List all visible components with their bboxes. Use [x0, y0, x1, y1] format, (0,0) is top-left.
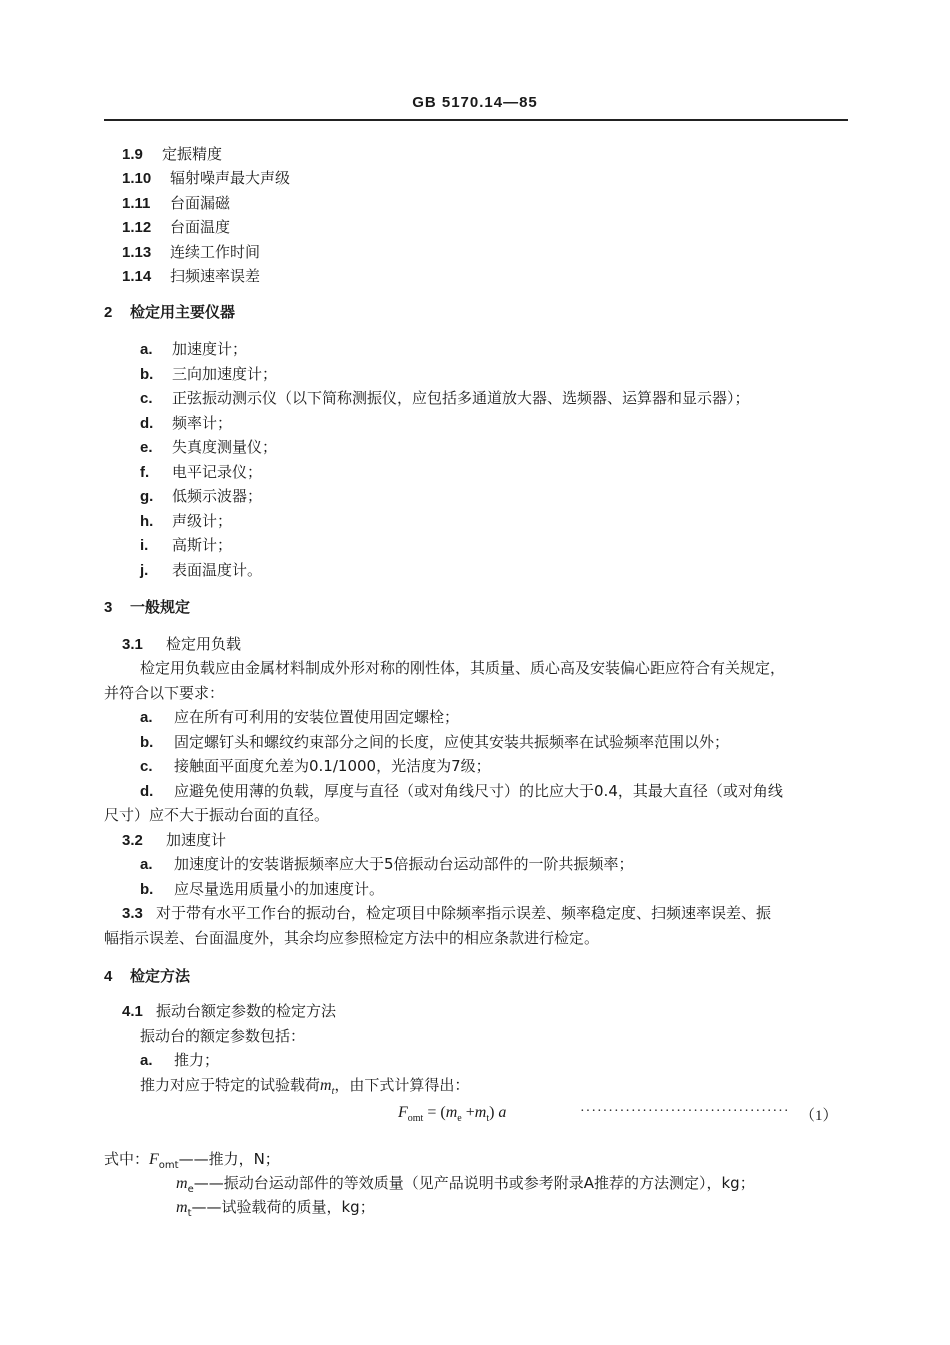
section-4-1-intro: 振动台的额定参数包括：	[140, 1027, 306, 1045]
header-rule	[104, 119, 848, 121]
section-2-item-i: i. 高斯计；	[140, 536, 233, 554]
section-4-1-desc: 推力对应于特定的试验载荷$m_t$，由下式计算得出：	[140, 1076, 470, 1098]
section-3-1-item-d: d. 应避免使用薄的负载，厚度与直径（或对角线尺寸）的比应大于0.4，其最大直径（或对角线	[140, 782, 783, 800]
formula-1: $F_{omt} = (m_e +m_t)$ a	[398, 1104, 507, 1125]
item-1-11: 1.11 台面漏磁	[122, 194, 231, 212]
section-3-1-para-line1: 检定用负载应由金属材料制成外形对称的刚性体，其质量、质心高及安装偏心距应符合有关规定，	[140, 659, 786, 677]
section-3-1-item-c: c. 接触面平面度允差为0.1/1000，光洁度为7级；	[140, 757, 491, 775]
section-2-item-a: a. 加速度计；	[140, 340, 248, 358]
header-title: GB 5170.14—85	[412, 94, 538, 111]
section-3-heading: 3 一般规定	[104, 598, 191, 616]
section-3-1-para-line2: 并符合以下要求：	[104, 684, 225, 702]
section-3-3-line2: 幅指示误差、台面温度外，其余均应参照检定方法中的相应条款进行检定。	[104, 929, 600, 947]
item-1-12: 1.12 台面温度	[122, 218, 231, 236]
item-1-13: 1.13 连续工作时间	[122, 243, 261, 261]
section-2-item-d: d. 频率计；	[140, 414, 233, 432]
section-2-item-e: e. 失真度测量仪；	[140, 438, 278, 456]
section-3-1-heading: 3.1 检定用负载	[122, 635, 242, 653]
where-line-3: $m_t——$试验载荷的质量，kg；	[176, 1198, 375, 1219]
section-4-1-heading: 4.1 振动台额定参数的检定方法	[122, 1002, 337, 1020]
section-2-heading: 2 检定用主要仪器	[104, 303, 236, 321]
section-3-1-item-d-cont: 尺寸）应不大于振动台面的直径。	[104, 806, 330, 824]
section-3-1-item-a: a. 应在所有可利用的安装位置使用固定螺栓；	[140, 708, 460, 726]
section-2-item-g: g. 低频示波器；	[140, 487, 263, 505]
formula-1-number: （1）	[800, 1108, 838, 1124]
section-3-2-heading: 3.2 加速度计	[122, 831, 227, 849]
section-2-item-f: f. 电平记录仪；	[140, 463, 263, 481]
section-4-heading: 4 检定方法	[104, 967, 191, 985]
where-line-2: $m_e——$振动台运动部件的等效质量（见产品说明书或参考附录A推荐的方法测定），kg；	[176, 1174, 755, 1195]
item-1-14: 1.14 扫频速率误差	[122, 267, 261, 285]
item-1-9: 1.9 定振精度	[122, 145, 223, 163]
section-2-item-c: c. 正弦振动测示仪（以下简称测振仪，应包括多通道放大器、选频器、运算器和显示器）；	[140, 389, 750, 407]
section-2-item-b: b. 三向加速度计；	[140, 365, 278, 383]
section-4-1-item-a: a. 推力；	[140, 1051, 220, 1069]
item-1-10: 1.10 辐射噪声最大声级	[122, 169, 291, 187]
section-3-3-line1: 3.3 对于带有水平工作台的振动台，检定项目中除频率指示误差、频率稳定度、扫频速率误差、振	[122, 904, 772, 922]
section-2-item-h: h. 声级计；	[140, 512, 233, 530]
section-3-1-item-b: b. 固定螺钉头和螺纹约束部分之间的长度，应使其安装共振频率在试验频率范围以外；	[140, 733, 730, 751]
section-3-2-item-b: b. 应尽量选用质量小的加速度计。	[140, 880, 385, 898]
where-line-1: 式中：$F_{omt}——$推力，N；	[104, 1150, 280, 1171]
formula-1-leader-dots: ·····································	[580, 1104, 790, 1119]
section-3-2-item-a: a. 加速度计的安装谐振频率应大于5倍振动台运动部件的一阶共振频率；	[140, 855, 634, 873]
section-2-item-j: j. 表面温度计。	[140, 561, 263, 579]
